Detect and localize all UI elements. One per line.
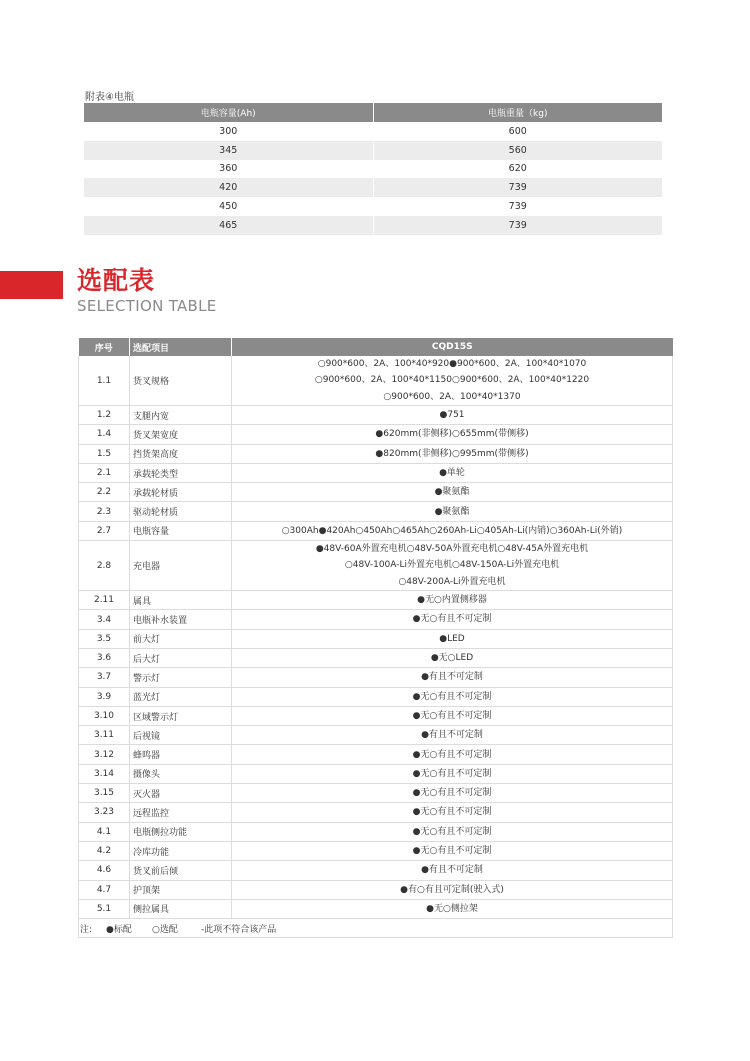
selection-row (79, 356, 673, 406)
battery-table-row (84, 141, 662, 160)
battery-weight-cell: 739 (373, 178, 662, 197)
selection-item-cell: 属具 (130, 591, 232, 610)
selection-row (79, 745, 673, 764)
selection-value-cell (232, 668, 673, 687)
selection-row (79, 463, 673, 482)
selection-value-line: ●有且不可定制 (421, 672, 483, 683)
battery-table-row (84, 216, 662, 235)
selection-item-cell: 警示灯 (130, 668, 232, 687)
selection-value-line: ○300Ah●420Ah○450Ah○465Ah○260Ah-Li○405Ah-Li(内销)○360Ah-Li(外销) (281, 525, 623, 536)
selection-item-cell: 承载轮材质 (130, 483, 232, 502)
selection-item-cell: 货叉规格 (130, 356, 232, 406)
legend-not-applicable: -此项不符合该产品 (201, 924, 277, 935)
legend-row (79, 919, 673, 938)
selection-value-cell (232, 648, 673, 667)
selection-no-cell: 1.2 (79, 406, 130, 425)
selection-no-cell: 3.9 (79, 687, 130, 706)
selection-row (79, 541, 673, 591)
selection-item-cell: 前大灯 (130, 629, 232, 648)
selection-value-line: ●751 (439, 410, 465, 421)
selection-no-header: 序号 (79, 338, 130, 356)
battery-capacity-cell: 300 (84, 122, 373, 141)
battery-table-header (84, 103, 662, 122)
selection-value-line: ●无○LED (430, 653, 474, 664)
selection-value-line: ●有且不可定制 (421, 730, 483, 741)
selection-table (78, 338, 673, 938)
selection-value-line: ○48V-200A-Li外置充电机 (398, 576, 506, 587)
selection-value-line: ●无○有且不可定制 (412, 710, 492, 721)
selection-model-header: CQD15S (232, 338, 673, 356)
selection-value-cell (232, 483, 673, 502)
selection-no-cell: 3.7 (79, 668, 130, 687)
selection-no-cell: 3.11 (79, 726, 130, 745)
legend-optional: ○选配 (152, 924, 178, 935)
selection-value-line: ●无○有且不可定制 (412, 845, 492, 856)
selection-value-line: ○900*600、2A、100*40*1150○900*600、2A、100*40*1220 (314, 375, 590, 386)
selection-row (79, 899, 673, 918)
selection-value-cell (232, 444, 673, 463)
selection-value-line: ●单轮 (439, 467, 465, 478)
legend-standard: ●标配 (106, 924, 132, 935)
selection-row (79, 668, 673, 687)
selection-row (79, 880, 673, 899)
selection-no-cell: 4.7 (79, 880, 130, 899)
battery-weight-cell: 560 (373, 141, 662, 160)
selection-no-cell: 4.2 (79, 841, 130, 860)
selection-row (79, 822, 673, 841)
selection-row (79, 521, 673, 540)
selection-no-cell: 3.4 (79, 610, 130, 629)
battery-capacity-cell: 420 (84, 178, 373, 197)
selection-item-header: 选配项目 (130, 338, 232, 356)
selection-item-cell: 蜂鸣器 (130, 745, 232, 764)
selection-value-cell (232, 861, 673, 880)
selection-no-cell: 5.1 (79, 899, 130, 918)
selection-no-cell: 3.12 (79, 745, 130, 764)
selection-item-cell: 后大灯 (130, 648, 232, 667)
selection-value-cell (232, 706, 673, 725)
selection-value-line: ●无○有且不可定制 (412, 691, 492, 702)
selection-value-line: ●无○有且不可定制 (412, 614, 492, 625)
battery-weight-cell: 739 (508, 201, 527, 213)
selection-item-cell: 货叉前后倾 (130, 861, 232, 880)
selection-value-line: ●无○有且不可定制 (412, 768, 492, 779)
selection-row (79, 444, 673, 463)
selection-value-cell (232, 591, 673, 610)
battery-table-row (84, 178, 662, 197)
selection-value-line: ●820mm(非侧移)○995mm(带侧移) (375, 448, 529, 459)
selection-item-cell: 蓝光灯 (130, 687, 232, 706)
selection-value-cell (232, 521, 673, 540)
selection-row (79, 502, 673, 521)
selection-row (79, 687, 673, 706)
selection-item-cell: 承载轮类型 (130, 463, 232, 482)
selection-row (79, 483, 673, 502)
selection-item-cell: 灭火器 (130, 784, 232, 803)
battery-table-title: 附表④电瓶 (85, 92, 134, 103)
selection-value-cell (232, 629, 673, 648)
battery-capacity-cell: 465 (84, 216, 373, 235)
battery-table (84, 103, 662, 235)
selection-row (79, 591, 673, 610)
selection-no-cell: 3.14 (79, 764, 130, 783)
selection-row (79, 406, 673, 425)
selection-item-cell: 电瓶容量 (130, 521, 232, 540)
selection-no-cell: 3.15 (79, 784, 130, 803)
selection-no-cell: 1.4 (79, 425, 130, 444)
selection-item-cell: 后视镜 (130, 726, 232, 745)
battery-capacity-cell: 360 (84, 160, 373, 179)
selection-row (79, 706, 673, 725)
selection-value-cell (232, 822, 673, 841)
battery-weight-cell: 600 (508, 125, 527, 137)
selection-item-cell: 支腿内宽 (130, 406, 232, 425)
selection-value-line: ●有○有且可定制(驶入式) (400, 884, 504, 895)
selection-value-line: ●620mm(非侧移)○655mm(带侧移) (375, 429, 529, 440)
selection-row (79, 629, 673, 648)
selection-item-cell: 冷库功能 (130, 841, 232, 860)
selection-value-line: ●LED (439, 633, 465, 644)
selection-value-cell (232, 764, 673, 783)
selection-value-line: ○900*600、2A、100*40*1370 (383, 391, 521, 402)
selection-value-line: ●无○有且不可定制 (412, 826, 492, 837)
battery-table-row (84, 122, 662, 141)
selection-value-cell (232, 610, 673, 629)
selection-no-cell: 2.1 (79, 463, 130, 482)
selection-value-cell (232, 425, 673, 444)
selection-item-cell: 电瓶补水装置 (130, 610, 232, 629)
section-subtitle: SELECTION TABLE (77, 297, 217, 315)
selection-value-cell (232, 899, 673, 918)
selection-row (79, 861, 673, 880)
legend-note (79, 919, 673, 938)
selection-value-cell (232, 784, 673, 803)
battery-capacity-cell: 450 (84, 197, 373, 216)
selection-value-cell (232, 541, 673, 591)
selection-no-cell: 1.1 (79, 356, 130, 406)
selection-item-cell: 电瓶侧拉功能 (130, 822, 232, 841)
selection-value-cell (232, 726, 673, 745)
selection-value-cell (232, 356, 673, 406)
selection-no-cell: 3.10 (79, 706, 130, 725)
selection-value-line: ○900*600、2A、100*40*920●900*600、2A、100*40*1070 (317, 359, 587, 370)
selection-value-line: ●无○有且不可定制 (412, 807, 492, 818)
selection-row (79, 648, 673, 667)
selection-item-cell: 货叉架宽度 (130, 425, 232, 444)
section-title: 选配表 (77, 266, 156, 295)
selection-value-cell (232, 687, 673, 706)
selection-row (79, 726, 673, 745)
battery-weight-header: 电瓶重量（kg) (373, 103, 662, 122)
selection-value-cell (232, 463, 673, 482)
selection-no-cell: 3.23 (79, 803, 130, 822)
selection-row (79, 784, 673, 803)
selection-row (79, 764, 673, 783)
selection-value-cell (232, 841, 673, 860)
selection-value-line: ●无○侧拉架 (426, 903, 478, 914)
selection-row (79, 610, 673, 629)
battery-capacity-cell: 345 (84, 141, 373, 160)
battery-table-row (84, 160, 662, 179)
selection-value-cell (232, 406, 673, 425)
selection-no-cell: 4.6 (79, 861, 130, 880)
selection-no-cell: 3.6 (79, 648, 130, 667)
selection-value-line: ○48V-100A-Li外置充电机○48V-150A-Li外置充电机 (344, 560, 560, 571)
selection-table-header (79, 338, 673, 356)
legend-prefix: 注: (80, 924, 93, 935)
selection-value-line: ●无○内置侧移器 (417, 595, 487, 606)
selection-no-cell: 2.7 (79, 521, 130, 540)
selection-no-cell: 3.5 (79, 629, 130, 648)
selection-item-cell: 摄像头 (130, 764, 232, 783)
selection-item-cell: 驱动轮材质 (130, 502, 232, 521)
battery-weight-cell: 620 (508, 163, 527, 175)
selection-no-cell: 2.11 (79, 591, 130, 610)
selection-item-cell: 区域警示灯 (130, 706, 232, 725)
selection-value-line: ●无○有且不可定制 (412, 749, 492, 760)
selection-item-cell: 挡货架高度 (130, 444, 232, 463)
selection-row (79, 803, 673, 822)
selection-no-cell: 2.3 (79, 502, 130, 521)
selection-value-line: ●聚氨酯 (434, 487, 470, 498)
battery-capacity-header: 电瓶容量(Ah) (84, 103, 373, 122)
battery-table-row (84, 197, 662, 216)
selection-value-line: ●聚氨酯 (434, 506, 470, 517)
selection-value-line: ●48V-60A外置充电机○48V-50A外置充电机○48V-45A外置充电机 (315, 544, 589, 555)
section-accent-bar (0, 271, 63, 299)
selection-no-cell: 2.2 (79, 483, 130, 502)
selection-item-cell: 远程监控 (130, 803, 232, 822)
selection-item-cell: 充电器 (130, 541, 232, 591)
selection-no-cell: 2.8 (79, 541, 130, 591)
selection-row (79, 425, 673, 444)
selection-row (79, 841, 673, 860)
selection-value-line: ●无○有且不可定制 (412, 788, 492, 799)
selection-value-line: ●有且不可定制 (421, 865, 483, 876)
selection-no-cell: 1.5 (79, 444, 130, 463)
selection-value-cell (232, 803, 673, 822)
selection-value-cell (232, 745, 673, 764)
selection-value-cell (232, 880, 673, 899)
selection-no-cell: 4.1 (79, 822, 130, 841)
selection-item-cell: 侧拉属具 (130, 899, 232, 918)
selection-value-cell (232, 502, 673, 521)
selection-item-cell: 护顶架 (130, 880, 232, 899)
battery-weight-cell: 739 (373, 216, 662, 235)
